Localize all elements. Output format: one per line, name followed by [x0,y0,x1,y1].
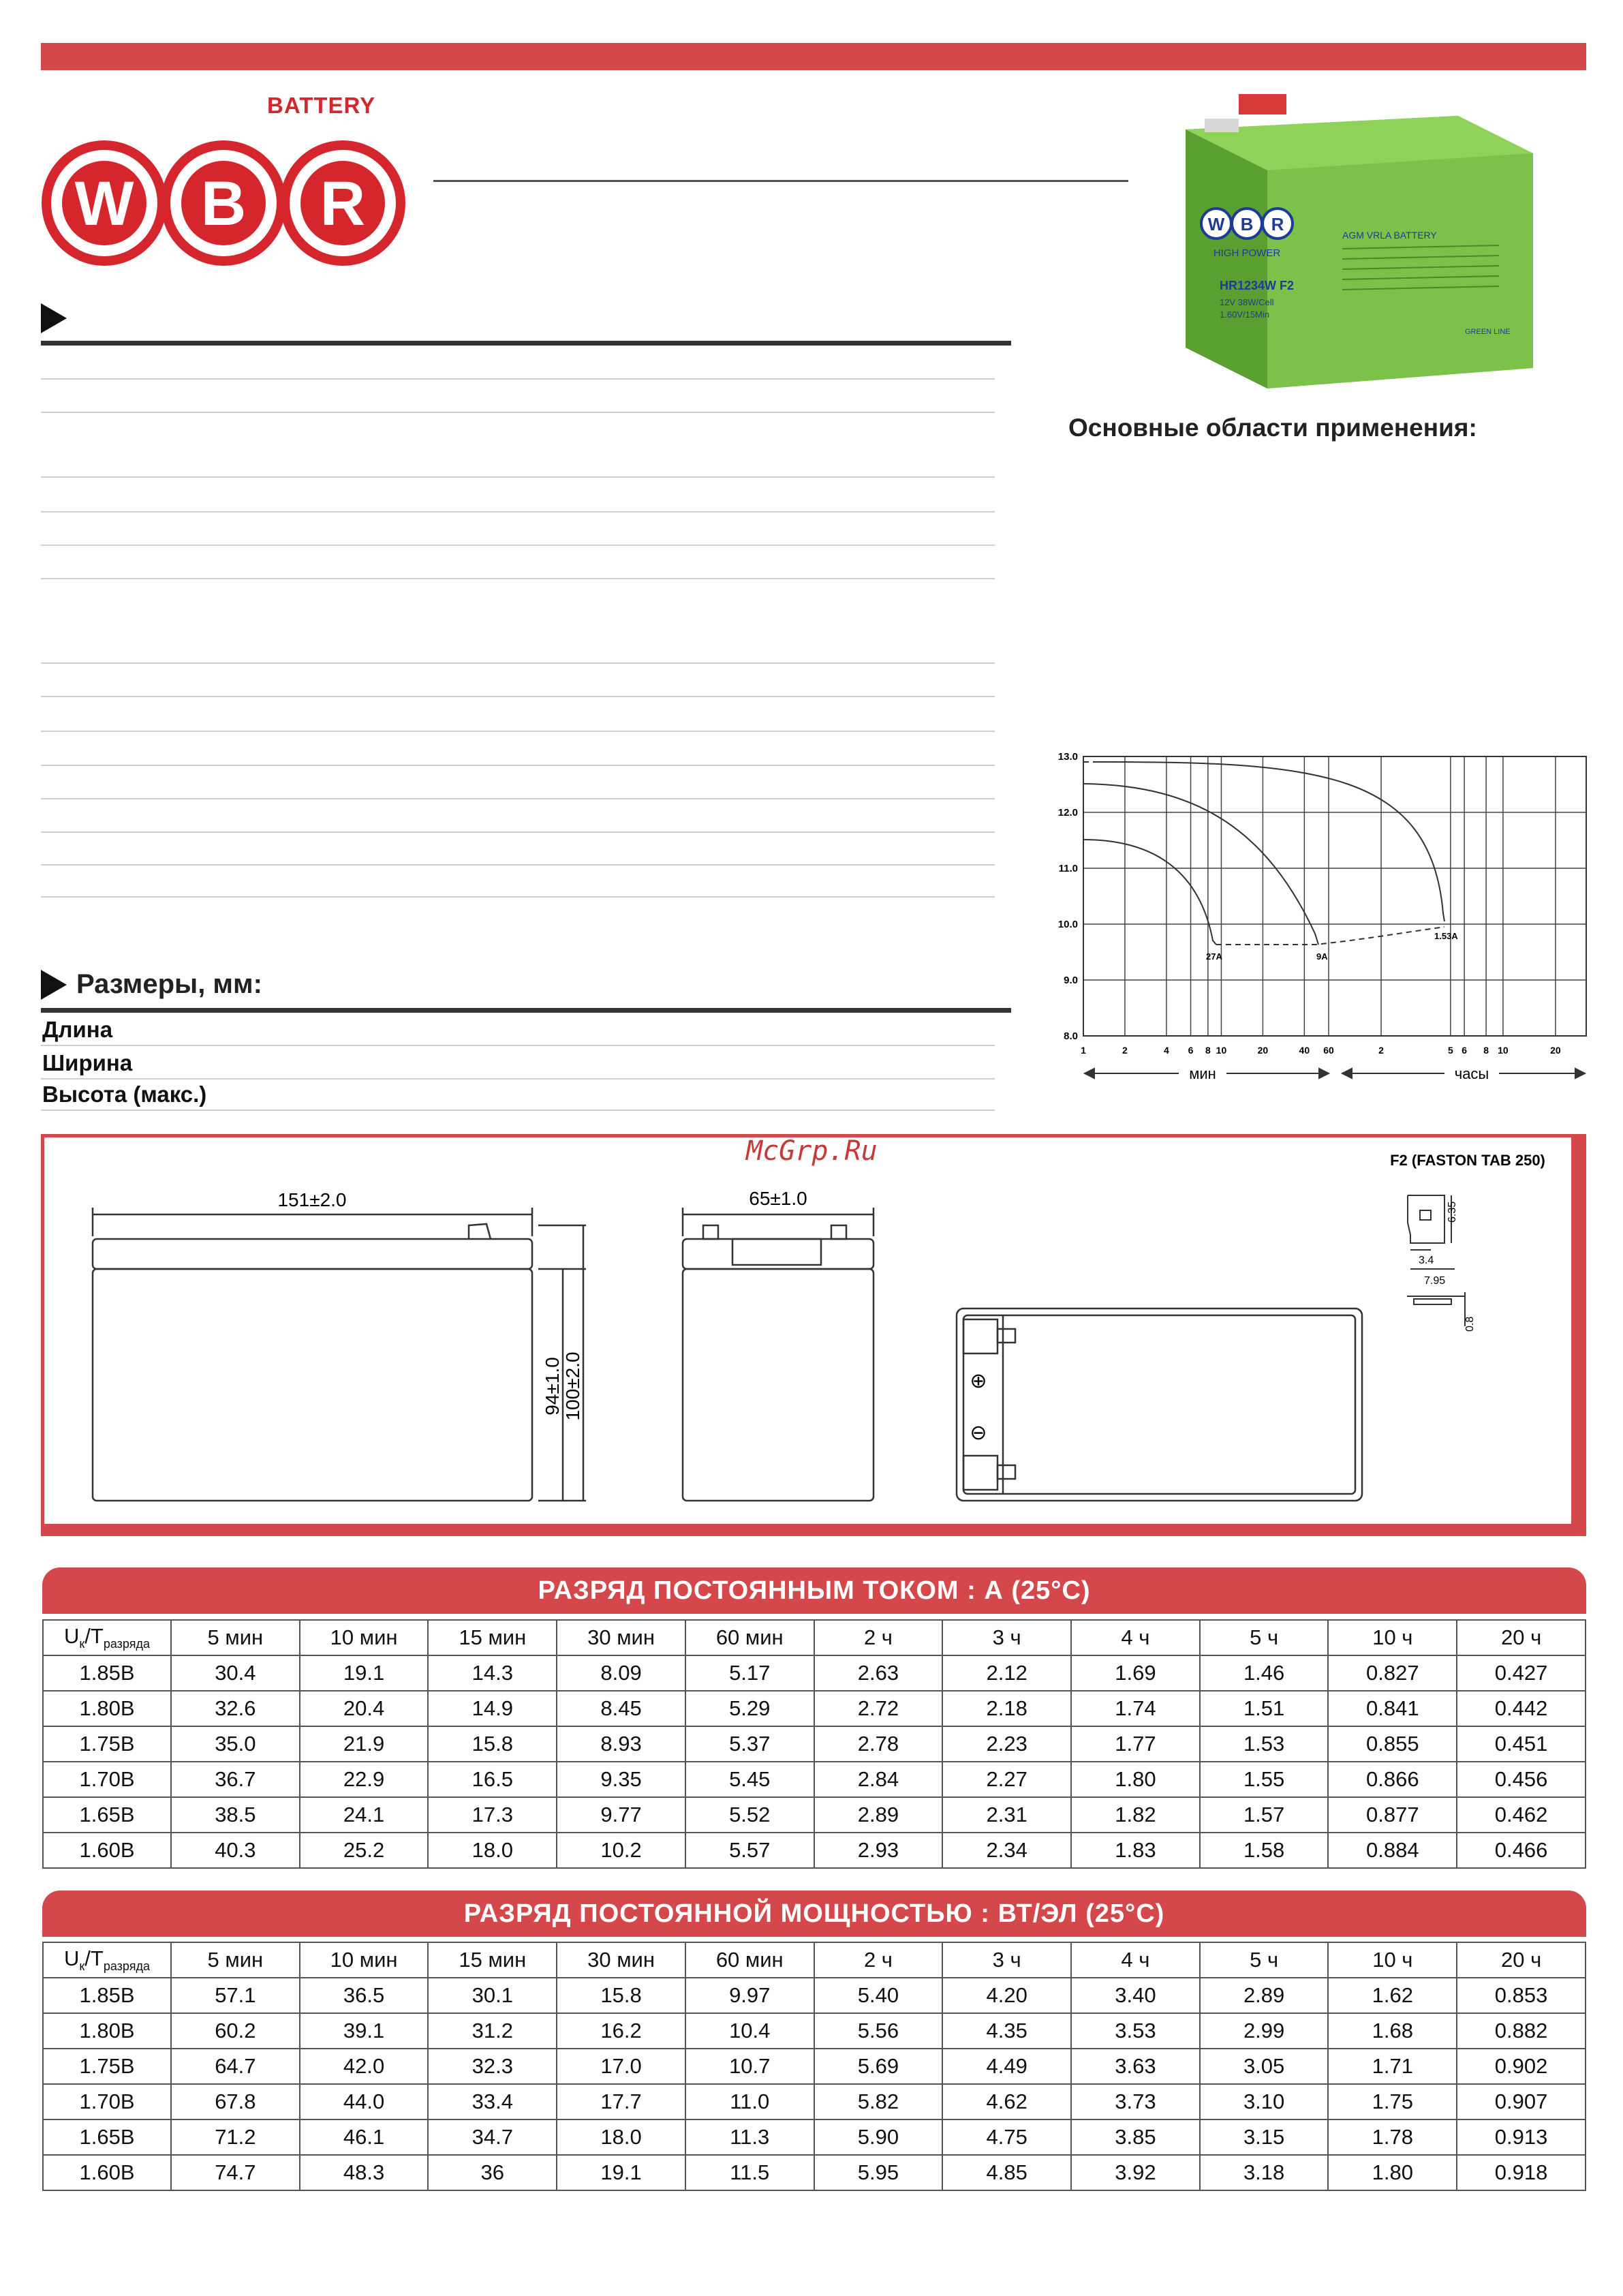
table-row [43,1762,1586,1797]
terminal-dim-2: 3.4 [1419,1255,1434,1266]
table-cell: 36.5 [300,1978,429,2013]
table-cell: 15.8 [557,1978,685,2013]
table-cell: 3.53 [1071,2013,1200,2049]
terminal-dim-4: 0.8 [1464,1316,1476,1332]
spec-row-rule [41,765,995,766]
wbr-logo [40,128,407,278]
column-header: 30 мин [557,1620,685,1655]
x-tick-label: 20 [1257,1045,1269,1056]
table-row [43,2049,1586,2084]
column-header: 15 мин [428,1620,557,1655]
logo-battery-word: BATTERY [267,93,376,118]
table-cell: 30.1 [428,1978,557,2013]
table-cell: 19.1 [300,1655,429,1691]
table-cell: 2.34 [942,1833,1071,1868]
watermark: McGrp.Ru [746,1135,878,1167]
row-voltage: 1.75В [43,2049,171,2084]
product-label-brand: GREEN LINE [1465,328,1511,336]
current-table-title: РАЗРЯД ПОСТОЯННЫМ ТОКОМ : А (25°С) [42,1567,1586,1614]
table-cell: 0.827 [1328,1655,1457,1691]
table-cell: 3.92 [1071,2155,1200,2190]
table-cell: 0.456 [1457,1762,1586,1797]
table-cell: 5.56 [814,2013,943,2049]
table-cell: 1.69 [1071,1655,1200,1691]
table-cell: 0.442 [1457,1691,1586,1726]
table-cell: 4.20 [942,1978,1071,2013]
x-tick-label: 2 [1122,1045,1128,1056]
x-tick-label: 8 [1483,1045,1489,1056]
table-cell: 1.53 [1200,1726,1329,1762]
table-cell: 71.2 [171,2119,300,2155]
table-cell: 1.77 [1071,1726,1200,1762]
table-cell: 11.5 [685,2155,814,2190]
spec-section-rule [41,341,1011,346]
x-tick-label: 10 [1498,1045,1509,1056]
table-cell: 2.31 [942,1797,1071,1833]
table-cell: 17.0 [557,2049,685,2084]
table-cell: 14.3 [428,1655,557,1691]
table-cell: 1.57 [1200,1797,1329,1833]
logo-circle-r [280,140,405,266]
table-row [43,1797,1586,1833]
table-cell: 5.95 [814,2155,943,2190]
table-cell: 31.2 [428,2013,557,2049]
table-cell: 15.8 [428,1726,557,1762]
x-tick-label: 4 [1163,1045,1169,1056]
table-cell: 1.71 [1328,2049,1457,2084]
table-cell: 8.93 [557,1726,685,1762]
dimensions-section-head [41,969,262,1000]
table-cell: 30.4 [171,1655,300,1691]
table-cell: 1.82 [1071,1797,1200,1833]
column-header: 15 мин [428,1942,557,1978]
table-cell: 0.918 [1457,2155,1586,2190]
table-cell: 8.09 [557,1655,685,1691]
current-discharge-table [42,1619,1586,1869]
table-cell: 2.12 [942,1655,1071,1691]
table-cell: 22.9 [300,1762,429,1797]
table-cell: 8.45 [557,1691,685,1726]
table-cell: 46.1 [300,2119,429,2155]
table-cell: 3.40 [1071,1978,1200,2013]
table-cell: 0.855 [1328,1726,1457,1762]
table-cell: 10.2 [557,1833,685,1868]
positive-terminal [1239,94,1286,114]
table-cell: 25.2 [300,1833,429,1868]
spec-row-rule [41,731,995,732]
row-voltage: 1.85В [43,1655,171,1691]
spec-row-rule [41,662,995,664]
table-cell: 2.78 [814,1726,943,1762]
x-tick-label: 8 [1205,1045,1211,1056]
table-row [43,1726,1586,1762]
table-cell: 5.17 [685,1655,814,1691]
table-row [43,1833,1586,1868]
spec-row-rule [41,696,995,697]
spec-section-head [41,303,76,333]
table-cell: 0.462 [1457,1797,1586,1833]
table-cell: 4.75 [942,2119,1071,2155]
table-cell: 2.23 [942,1726,1071,1762]
column-header: 20 ч [1457,1942,1586,1978]
terminal-dim-1: 6.35 [1447,1201,1458,1223]
table-row [43,1978,1586,2013]
table-cell: 4.49 [942,2049,1071,2084]
top-accent-bar [41,43,1586,70]
x-tick-label: 1 [1081,1045,1086,1056]
column-header: 5 ч [1200,1942,1329,1978]
table-cell: 1.80 [1328,2155,1457,2190]
table-cell: 0.466 [1457,1833,1586,1868]
x-unit-arrows [1085,1069,1585,1078]
table-cell: 9.97 [685,1978,814,2013]
table-cell: 0.877 [1328,1797,1457,1833]
spec-row-rule [41,378,995,380]
curve-label-9a: 9A [1316,951,1328,962]
row-voltage: 1.65В [43,1797,171,1833]
column-header: 60 мин [685,1620,814,1655]
logo-circle-w [42,140,167,266]
y-tick-label: 12.0 [1057,807,1078,818]
table-cell: 32.6 [171,1691,300,1726]
table-cell: 5.29 [685,1691,814,1726]
table-cell: 2.89 [814,1797,943,1833]
length-dimension: 151±2.0 [277,1189,347,1210]
table-cell: 42.0 [300,2049,429,2084]
spec-row-rule [41,864,995,866]
column-header: 5 мин [171,1620,300,1655]
table-cell: 0.902 [1457,2049,1586,2084]
x-tick-label: 20 [1550,1045,1561,1056]
row-voltage: 1.70В [43,2084,171,2119]
row-voltage: 1.60В [43,2155,171,2190]
table-cell: 20.4 [300,1691,429,1726]
table-row [43,1691,1586,1726]
x-tick-label: 10 [1216,1045,1227,1056]
table-header-row [43,1942,1586,1978]
column-header: 10 мин [300,1620,429,1655]
table-cell: 1.83 [1071,1833,1200,1868]
table-cell: 39.1 [300,2013,429,2049]
table-cell: 36.7 [171,1762,300,1797]
spec-row-rule [41,578,995,579]
dim-height-label: Высота (макс.) [42,1082,207,1107]
table-cell: 3.15 [1200,2119,1329,2155]
table-cell: 0.841 [1328,1691,1457,1726]
column-header: 60 мин [685,1942,814,1978]
front-view [93,1208,586,1501]
table-cell: 4.85 [942,2155,1071,2190]
terminal-title: F2 (FASTON TAB 250) [1390,1152,1545,1169]
dimension-drawings [41,1134,1586,1536]
column-header: 4 ч [1071,1942,1200,1978]
table-cell: 2.84 [814,1762,943,1797]
spec-row-rule [41,896,995,898]
table-cell: 1.62 [1328,1978,1457,2013]
table-cell: 0.884 [1328,1833,1457,1868]
table-cell: 1.78 [1328,2119,1457,2155]
table-row [43,1655,1586,1691]
dim-row-rule [41,1078,995,1080]
curve-9a [1083,784,1318,945]
product-type-text: AGM VRLA BATTERY [1342,230,1437,241]
table-cell: 35.0 [171,1726,300,1762]
table-cell: 10.7 [685,2049,814,2084]
x-tick-label: 60 [1323,1045,1334,1056]
table-cell: 0.866 [1328,1762,1457,1797]
dimensions-rule [41,1008,1011,1013]
column-header: 30 мин [557,1942,685,1978]
x-unit-min: мин [1189,1065,1216,1082]
table-cell: 0.907 [1457,2084,1586,2119]
spec-row-rule [41,831,995,833]
table-cell: 1.51 [1200,1691,1329,1726]
spec-row-rule [41,412,995,413]
logo-letter-w: W [74,169,134,239]
table-cell: 17.3 [428,1797,557,1833]
product-model: HR1234W F2 [1220,279,1295,292]
x-tick-label: 6 [1462,1045,1468,1056]
svg-text:B: B [1240,214,1254,234]
discharge-curve-chart [1042,743,1594,1097]
table-cell: 21.9 [300,1726,429,1762]
table-cell: 1.55 [1200,1762,1329,1797]
table-cell: 5.37 [685,1726,814,1762]
table-cell: 5.52 [685,1797,814,1833]
logo-letter-b: B [200,169,247,239]
table-cell: 32.3 [428,2049,557,2084]
table-cell: 11.3 [685,2119,814,2155]
column-header: 2 ч [814,1620,943,1655]
end-voltage-line [1216,927,1444,945]
x-tick-label: 2 [1378,1045,1384,1056]
column-header: 3 ч [942,1620,1071,1655]
table-cell: 3.85 [1071,2119,1200,2155]
y-tick-label: 13.0 [1057,751,1078,763]
plus-symbol: ⊕ [970,1370,987,1392]
table-cell: 0.882 [1457,2013,1586,2049]
table-cell: 18.0 [428,1833,557,1868]
table-cell: 33.4 [428,2084,557,2119]
x-tick-label: 6 [1188,1045,1194,1056]
spec-row-rule [41,798,995,799]
table-header-row [43,1620,1586,1655]
spec-row-rule [41,545,995,546]
table-cell: 1.80 [1071,1762,1200,1797]
table-cell: 5.90 [814,2119,943,2155]
power-discharge-table [42,1942,1586,2191]
svg-text:R: R [1271,214,1284,234]
column-header: 5 мин [171,1942,300,1978]
minus-symbol: ⊖ [970,1422,987,1444]
table-cell: 10.4 [685,2013,814,2049]
table-cell: 5.57 [685,1833,814,1868]
table-cell: 19.1 [557,2155,685,2190]
table-cell: 3.18 [1200,2155,1329,2190]
section-arrow-icon [41,970,67,1000]
column-header: 5 ч [1200,1620,1329,1655]
top-view [957,1308,1362,1501]
table-cell: 5.40 [814,1978,943,2013]
y-tick-label: 9.0 [1064,975,1078,986]
terminal-dim-3: 7.95 [1424,1275,1446,1287]
table-cell: 60.2 [171,2013,300,2049]
row-voltage: 1.85В [43,1978,171,2013]
column-header: 20 ч [1457,1620,1586,1655]
table-cell: 48.3 [300,2155,429,2190]
table-cell: 5.82 [814,2084,943,2119]
table-cell: 1.58 [1200,1833,1329,1868]
table-cell: 0.913 [1457,2119,1586,2155]
table-cell: 2.63 [814,1655,943,1691]
table-cell: 40.3 [171,1833,300,1868]
table-cell: 18.0 [557,2119,685,2155]
logo-circle-b [161,140,286,266]
table-cell: 16.5 [428,1762,557,1797]
table-cell: 3.73 [1071,2084,1200,2119]
table-cell: 36 [428,2155,557,2190]
dim-width-label: Ширина [42,1050,133,1075]
side-view [683,1208,874,1501]
table-cell: 14.9 [428,1691,557,1726]
y-tick-label: 10.0 [1057,919,1078,930]
power-table-title: РАЗРЯД ПОСТОЯННОЙ МОЩНОСТЬЮ : ВТ/ЭЛ (25°С) [42,1891,1586,1937]
table-cell: 64.7 [171,2049,300,2084]
column-header: 10 ч [1328,1620,1457,1655]
table-cell: 16.2 [557,2013,685,2049]
y-tick-label: 11.0 [1058,863,1078,874]
product-spec-2: 1.60V/15Min [1220,309,1269,320]
table-cell: 44.0 [300,2084,429,2119]
product-brand-text: HIGH POWER [1213,247,1281,259]
column-header: 4 ч [1071,1620,1200,1655]
table-cell: 17.7 [557,2084,685,2119]
column-header: 10 мин [300,1942,429,1978]
row-voltage: 1.70В [43,1762,171,1797]
table-cell: 1.46 [1200,1655,1329,1691]
table-cell: 5.45 [685,1762,814,1797]
width-dimension: 65±1.0 [749,1188,807,1209]
table-cell: 1.75 [1328,2084,1457,2119]
column-header: 10 ч [1328,1942,1457,1978]
table-cell: 2.27 [942,1762,1071,1797]
row-voltage: 1.80В [43,2013,171,2049]
x-unit-hours: часы [1454,1065,1489,1082]
table-cell: 2.18 [942,1691,1071,1726]
applications-title: Основные области применения: [1068,414,1477,442]
spec-row-rule [41,476,995,478]
table-cell: 9.77 [557,1797,685,1833]
table-cell: 3.63 [1071,2049,1200,2084]
dim-length-label: Длина [42,1017,113,1042]
dim-row-rule [41,1109,995,1111]
y-tick-label: 8.0 [1064,1030,1078,1042]
table-row [43,2155,1586,2190]
table-cell: 4.62 [942,2084,1071,2119]
table-cell: 4.35 [942,2013,1071,2049]
table-cell: 0.451 [1457,1726,1586,1762]
table-cell: 34.7 [428,2119,557,2155]
table-cell: 1.68 [1328,2013,1457,2049]
table-row [43,2013,1586,2049]
negative-terminal [1205,119,1239,132]
dimensions-title: Размеры, мм: [76,969,262,999]
row-voltage: 1.75В [43,1726,171,1762]
row-voltage: 1.65В [43,2119,171,2155]
chart-frame [1083,756,1586,1036]
svg-text:W: W [1207,214,1225,234]
table-cell: 2.93 [814,1833,943,1868]
table-cell: 38.5 [171,1797,300,1833]
table-cell: 67.8 [171,2084,300,2119]
table-cell: 0.427 [1457,1655,1586,1691]
row-voltage: 1.60В [43,1833,171,1868]
curve-label-27a: 27A [1206,951,1222,962]
dim-row-rule [41,1045,995,1046]
table-cell: 3.05 [1200,2049,1329,2084]
table-cell: 11.0 [685,2084,814,2119]
table-cell: 3.10 [1200,2084,1329,2119]
header-voltage-time: $U_к/T_{разряда}$ [43,1620,171,1655]
header-rule [433,180,1128,182]
chart-grid [1083,756,1586,1036]
header-voltage-time: $U_к/T_{разряда}$ [43,1942,171,1978]
curve-1-53a [1097,762,1444,921]
table-cell: 2.99 [1200,2013,1329,2049]
height-dimension-1: 94±1.0 [542,1357,563,1415]
column-header: 3 ч [942,1942,1071,1978]
row-voltage: 1.80В [43,1691,171,1726]
logo-letter-r: R [320,169,366,239]
table-cell: 74.7 [171,2155,300,2190]
curve-label-1-53a: 1.53A [1434,931,1458,941]
table-cell: 2.89 [1200,1978,1329,2013]
column-header: 2 ч [814,1942,943,1978]
table-cell: 9.35 [557,1762,685,1797]
spec-row-rule [41,511,995,512]
table-cell: 24.1 [300,1797,429,1833]
table-cell: 2.72 [814,1691,943,1726]
height-dimension-2: 100±2.0 [562,1351,583,1421]
table-cell: 0.853 [1457,1978,1586,2013]
table-cell: 1.74 [1071,1691,1200,1726]
table-row [43,2084,1586,2119]
curve-27a [1083,840,1216,945]
battery-product-image [1179,89,1540,402]
x-tick-label: 5 [1447,1045,1453,1056]
table-cell: 5.69 [814,2049,943,2084]
product-spec-1: 12V 38W/Cell [1220,297,1274,307]
section-arrow-icon [41,303,67,333]
x-tick-label: 40 [1299,1045,1310,1056]
table-cell: 57.1 [171,1978,300,2013]
table-row [43,2119,1586,2155]
